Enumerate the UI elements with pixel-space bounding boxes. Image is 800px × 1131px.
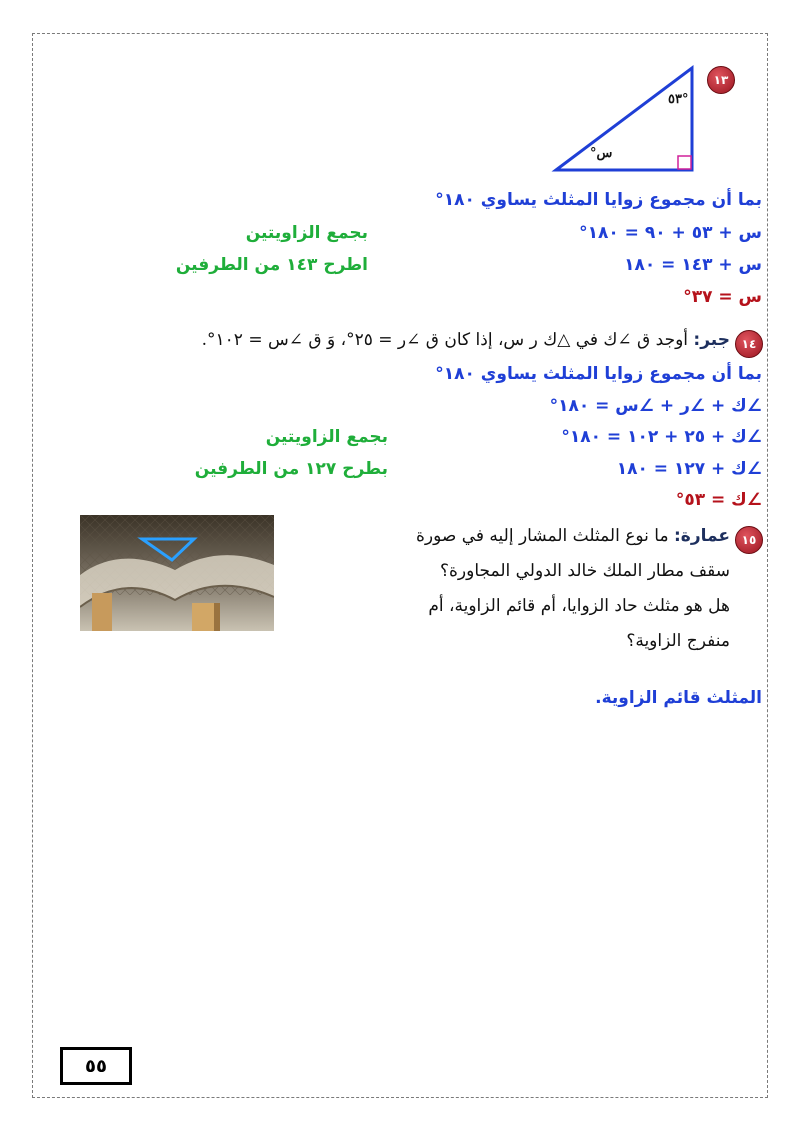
triangle-angle-top-label: ٥٣°	[668, 92, 689, 107]
page-number-box	[60, 1047, 132, 1085]
q14-line-4-note: بطرح ١٢٧ من الطرفين	[194, 459, 388, 479]
question-13-number: ١٣	[713, 73, 729, 87]
q13-line-2-note: بجمع الزاويتين	[245, 223, 368, 243]
q15-question-text-1: ما نوع المثلث المشار إليه في صورة	[415, 526, 669, 546]
question-13-badge	[707, 66, 735, 94]
triangle-angle-left-label: س°	[590, 146, 613, 161]
q14-answer: ∠ك = ٥٣°	[675, 490, 762, 510]
q13-answer: س = ٣٧°	[683, 287, 762, 307]
question-15-badge	[735, 526, 763, 554]
q14-question	[202, 330, 730, 350]
q15-answer: المثلث قائم الزاوية.	[595, 688, 762, 708]
q14-line-2: ∠ك + ∠ر + ∠س = ١٨٠°	[549, 396, 762, 416]
q15-question-line-2: سقف مطار الملك خالد الدولي المجاورة؟	[440, 561, 730, 581]
triangle-outline	[556, 68, 692, 170]
question-14-badge	[735, 330, 763, 358]
q15-label: عمارة:	[673, 526, 730, 546]
q14-line-3: ∠ك + ٢٥ + ١٠٢ = ١٨٠°	[561, 427, 762, 447]
right-triangle-figure	[548, 62, 698, 174]
q14-question-text: أوجد ق ∠ك في △ك ر س، إذا كان ق ∠ر = ٢٥°، وَ ق ∠س = ١٠٢°.	[201, 330, 689, 350]
q15-question-line-3: هل هو مثلث حاد الزوايا، أم قائم الزاوية، أم	[428, 596, 730, 616]
q13-line-3: س + ١٤٣ = ١٨٠	[624, 255, 762, 275]
q13-line-1: بما أن مجموع زوايا المثلث يساوي ١٨٠°	[435, 190, 762, 210]
q15-question-line-4: منفرج الزاوية؟	[626, 631, 730, 651]
q14-line-1: بما أن مجموع زوايا المثلث يساوي ١٨٠°	[435, 364, 762, 384]
page-number: ٥٥	[85, 1055, 107, 1077]
q13-line-2: س + ٥٣ + ٩٠ = ١٨٠°	[579, 223, 762, 243]
right-angle-mark	[678, 156, 691, 169]
q14-label: جبر:	[693, 330, 730, 350]
q15-question-line-1	[416, 526, 730, 546]
airport-roof-photo	[80, 515, 274, 631]
question-15-number: ١٥	[741, 533, 757, 547]
q14-line-4: ∠ك + ١٢٧ = ١٨٠	[616, 459, 762, 479]
q14-line-3-note: بجمع الزاويتين	[265, 427, 388, 447]
question-14-number: ١٤	[741, 337, 757, 351]
q13-line-3-note: اطرح ١٤٣ من الطرفين	[175, 255, 368, 275]
